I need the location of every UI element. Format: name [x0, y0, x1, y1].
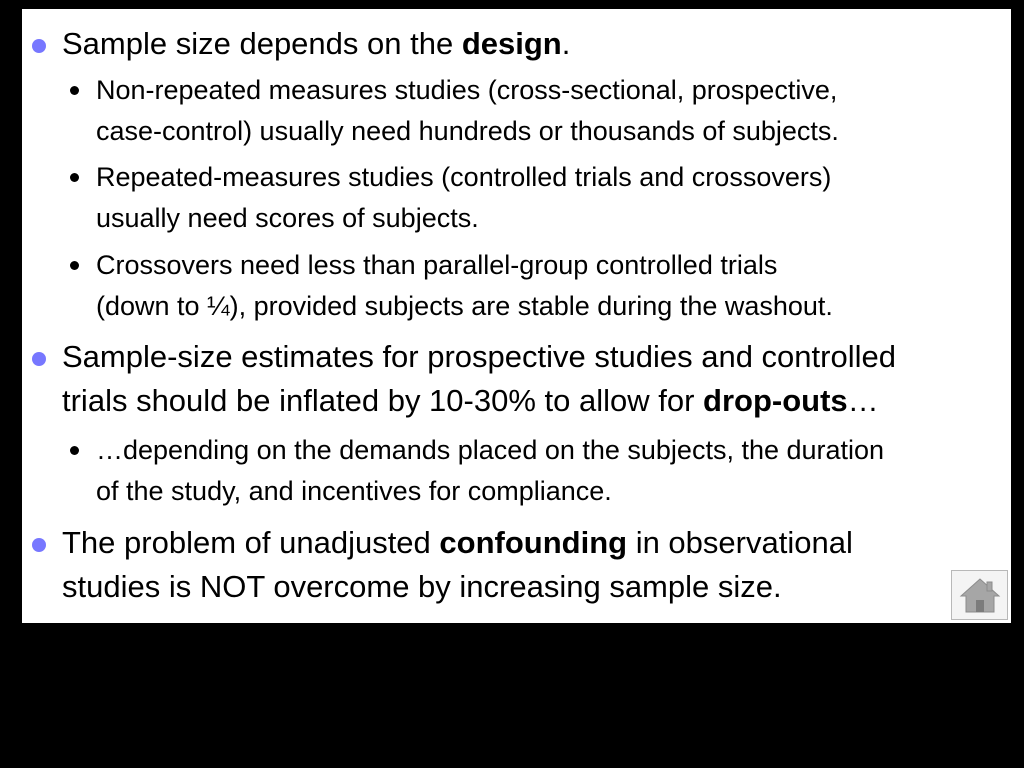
text-line: studies is NOT overcome by increasing sample size. — [62, 569, 782, 604]
bullet-text — [62, 22, 992, 66]
home-icon — [959, 576, 1001, 614]
text-line: Repeated-measures studies (controlled trials and crossovers) — [96, 162, 832, 192]
text-segment: The problem of unadjusted — [62, 525, 440, 560]
text-line: Sample-size estimates for prospective studies and controlled — [62, 339, 896, 374]
sub-bullet-dot — [70, 173, 79, 182]
bold-term: confounding — [439, 525, 628, 560]
bold-term: design — [461, 26, 562, 61]
text-segment: Sample size depends on the — [62, 26, 462, 61]
bullet-text — [96, 430, 996, 512]
text-segment: . — [561, 26, 571, 61]
bullet-text — [62, 335, 992, 423]
bullet-dot — [32, 39, 46, 53]
text-segment: … — [847, 383, 879, 418]
text-segment: trials should be inflated by 10-30% to allow for — [62, 383, 704, 418]
bullet-text — [96, 157, 996, 239]
text-line: Non-repeated measures studies (cross-sectional, prospective, — [96, 75, 838, 105]
sub-bullet-dot — [70, 86, 79, 95]
sub-bullet-dot — [70, 446, 79, 455]
text-line: usually need scores of subjects. — [96, 203, 479, 233]
bullet-text — [96, 245, 996, 327]
text-segment: in observational — [627, 525, 853, 560]
bullet-dot — [32, 538, 46, 552]
bold-term: drop-outs — [703, 383, 848, 418]
bullet-text — [62, 521, 992, 609]
slide — [22, 9, 1011, 623]
home-button[interactable] — [951, 570, 1008, 620]
bullet-dot — [32, 352, 46, 366]
text-line: …depending on the demands placed on the subjects, the duration — [96, 435, 885, 465]
bullet-text — [96, 70, 996, 152]
text-line: of the study, and incentives for compliance. — [96, 476, 612, 506]
text-line: (down to ¼), provided subjects are stable during the washout. — [96, 291, 833, 321]
text-line: Crossovers need less than parallel-group controlled trials — [96, 250, 778, 280]
text-line: case-control) usually need hundreds or thousands of subjects. — [96, 116, 839, 146]
sub-bullet-dot — [70, 261, 79, 270]
